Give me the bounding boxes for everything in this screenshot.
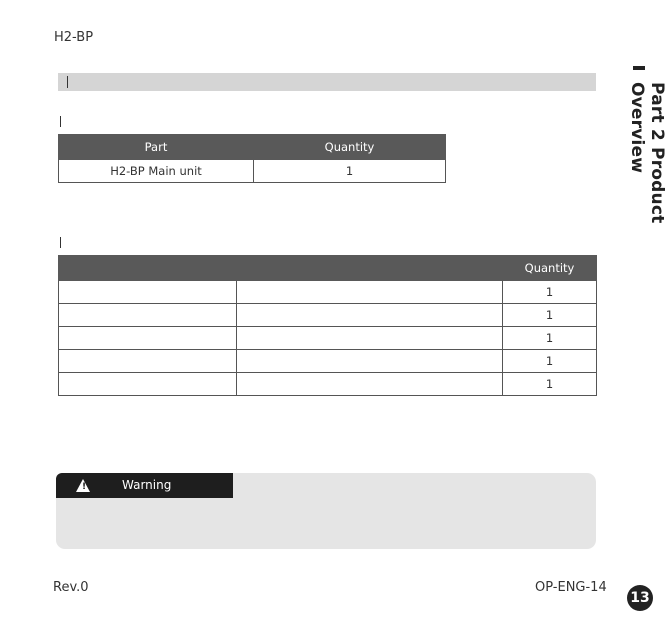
table-row [59,373,597,396]
table-header-row [59,256,597,281]
table-cell-quantity: 1 [503,304,597,327]
column-header-2 [237,256,503,281]
warning-triangle-icon: ! [76,479,90,492]
subsection-marker-accessories [60,237,61,248]
table-cell [59,281,237,304]
table-cell-part: H2-BP Main unit [59,160,254,183]
subsection-marker-parts [60,116,61,127]
table-cell [237,304,503,327]
table-cell [237,281,503,304]
table-row [59,304,597,327]
table-cell [237,327,503,350]
table-cell-quantity: 1 [503,281,597,304]
table-cell [59,327,237,350]
main-parts-table [58,134,446,183]
table-cell [237,373,503,396]
table-cell-quantity: 1 [503,327,597,350]
table-row [59,327,597,350]
table-cell-quantity: 1 [254,160,446,183]
table-cell-quantity: 1 [503,373,597,396]
table-cell [59,373,237,396]
column-header-part: Part [59,135,254,160]
table-cell [59,304,237,327]
column-header-1 [59,256,237,281]
page-number: 13 [627,585,653,611]
warning-label: Warning [122,478,172,492]
model-name: H2-BP [54,30,94,45]
table-header-row [59,135,446,160]
table-row [59,160,446,183]
section-header-bar [58,73,596,91]
side-title-bar [633,66,645,70]
warning-header [56,473,233,498]
side-title-text: Part 2 Product Overview [627,82,667,224]
footer-doc-code: OP-ENG-14 [535,580,607,595]
column-header-quantity: Quantity [503,256,597,281]
column-header-quantity: Quantity [254,135,446,160]
footer-revision: Rev.0 [53,580,89,595]
table-cell-quantity: 1 [503,350,597,373]
accessories-table [58,255,597,396]
section-marker [67,76,68,88]
table-cell [59,350,237,373]
table-row [59,281,597,304]
table-cell [237,350,503,373]
table-row [59,350,597,373]
side-part-title [625,66,667,286]
